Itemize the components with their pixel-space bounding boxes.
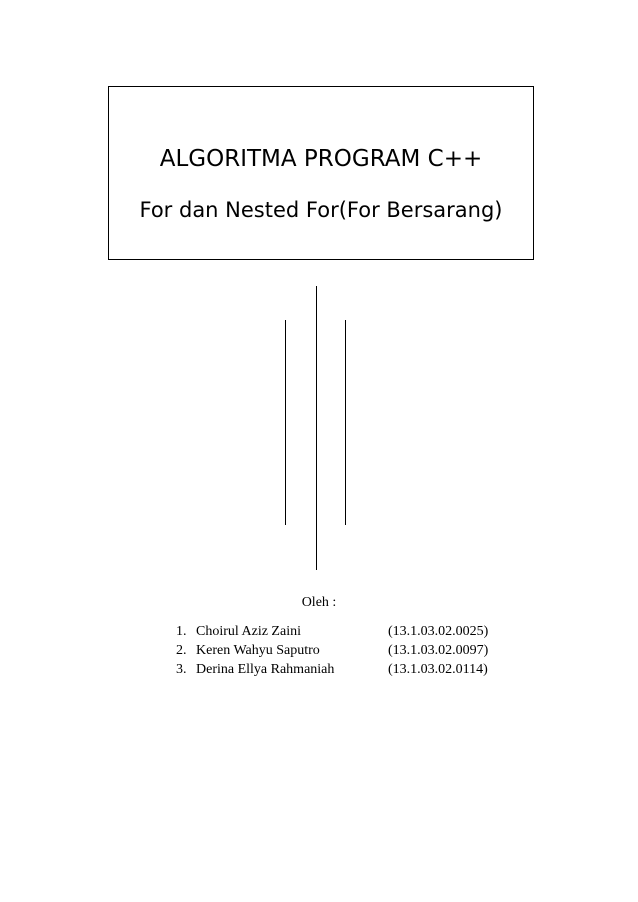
member-name: Derina Ellya Rahmaniah	[196, 662, 335, 677]
list-item	[176, 662, 506, 681]
list-item	[176, 624, 506, 643]
decorative-line-left	[285, 320, 286, 525]
decorative-line-center	[316, 286, 317, 570]
list-item	[176, 643, 506, 662]
member-id: (13.1.03.02.0097)	[388, 643, 489, 658]
title-subtitle: For dan Nested For(For Bersarang)	[139, 198, 503, 222]
member-number: 2.	[176, 643, 187, 658]
title-box	[108, 86, 534, 260]
member-id: (13.1.03.02.0025)	[388, 624, 489, 639]
oleh-label: Oleh :	[301, 595, 337, 610]
member-list	[176, 624, 506, 681]
member-number: 3.	[176, 662, 187, 677]
member-name: Choirul Aziz Zaini	[196, 624, 301, 639]
member-number: 1.	[176, 624, 187, 639]
member-id: (13.1.03.02.0114)	[388, 662, 488, 677]
title-main: ALGORITMA PROGRAM C++	[159, 146, 483, 172]
member-name: Keren Wahyu Saputro	[196, 643, 320, 658]
decorative-line-right	[345, 320, 346, 525]
